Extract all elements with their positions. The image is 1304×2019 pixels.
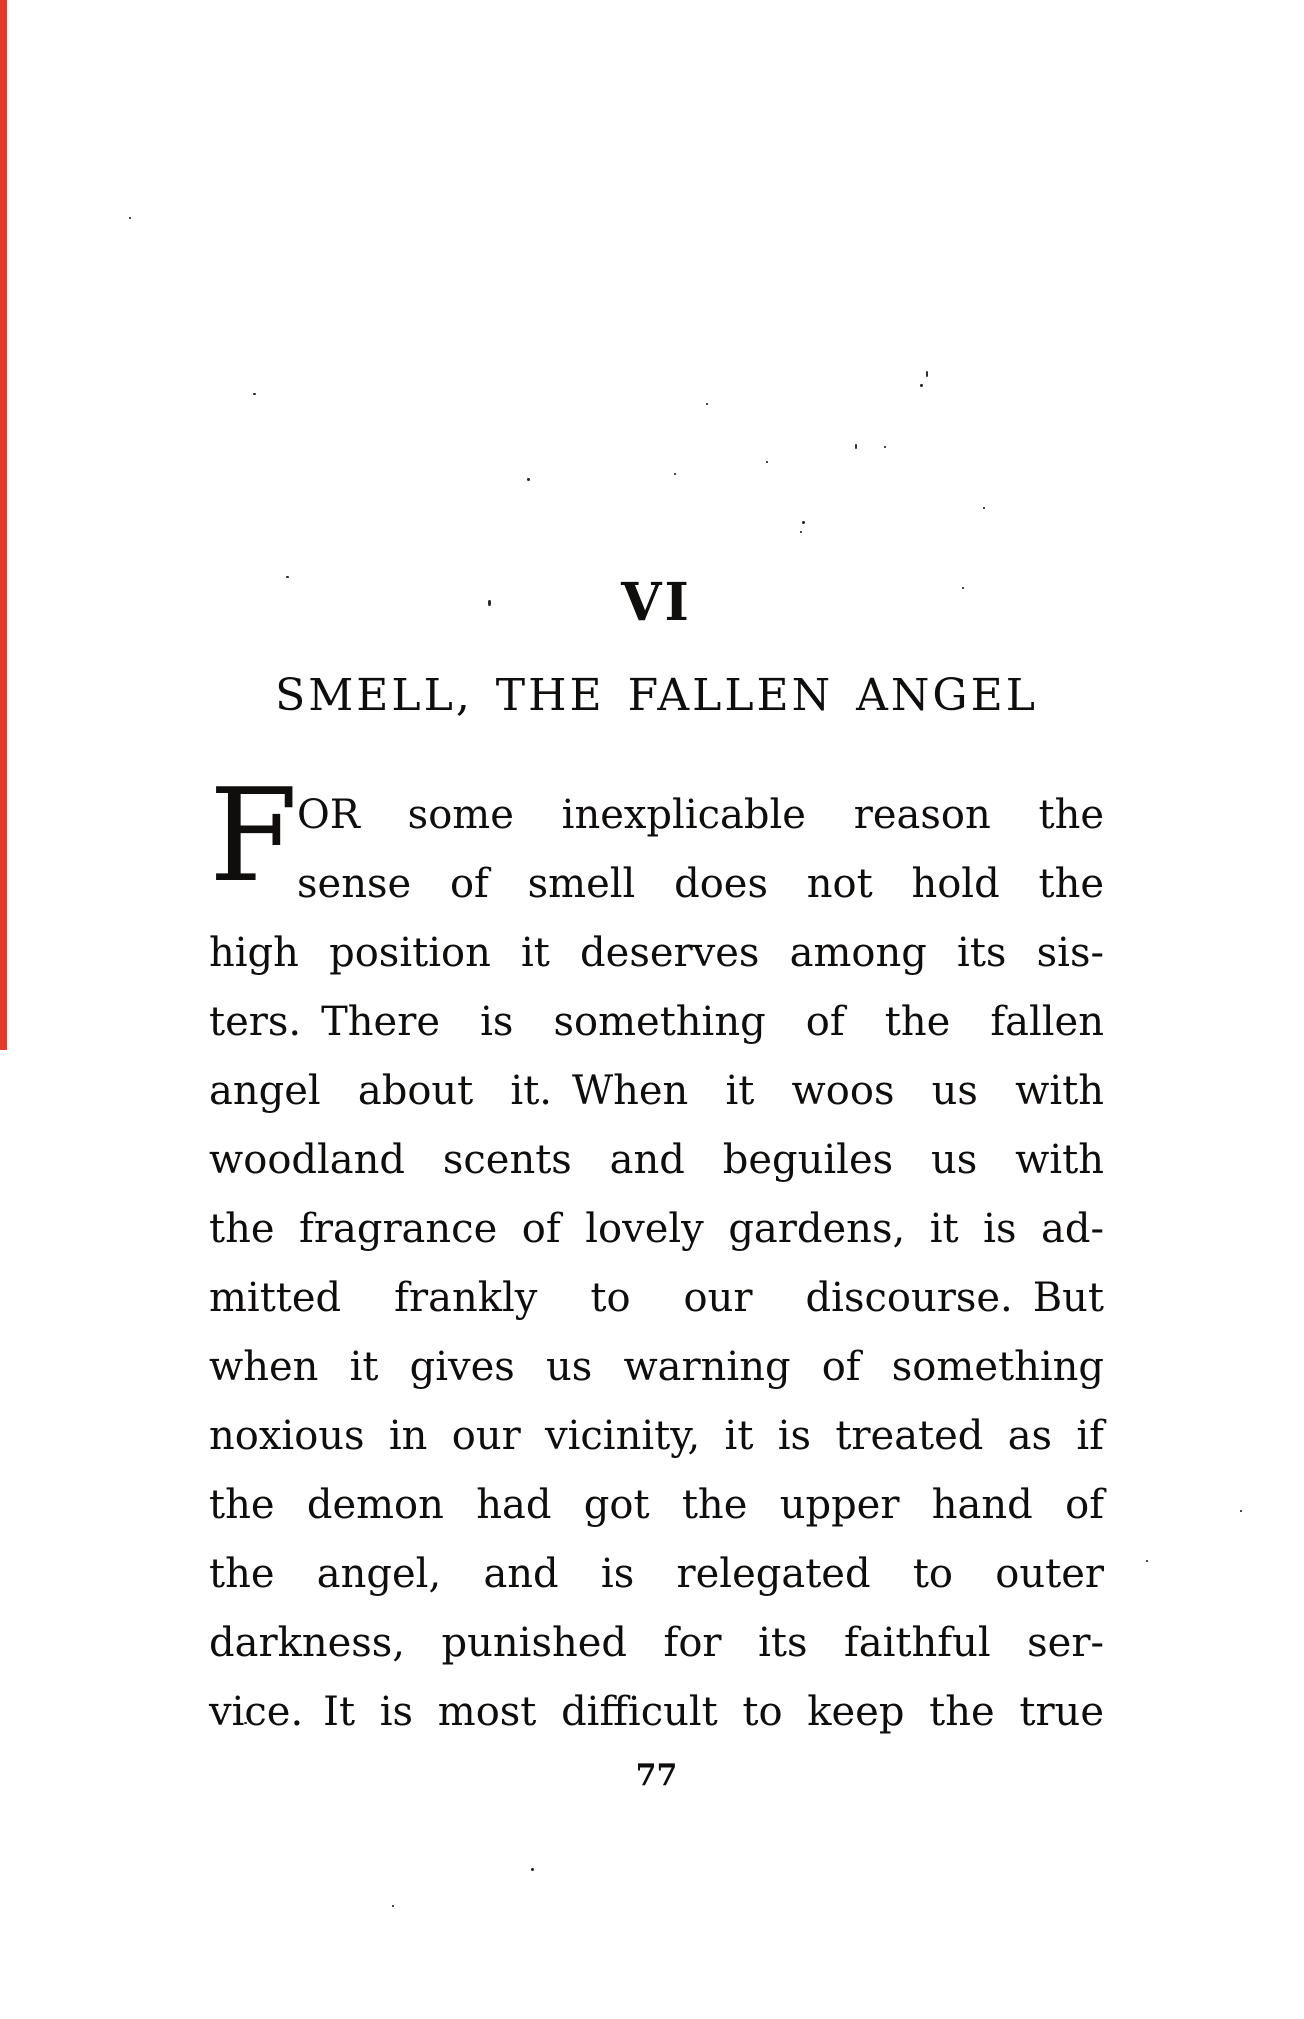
body-text (209, 762, 1104, 1747)
scan-speck (800, 531, 802, 533)
scan-edge-artifact (0, 0, 7, 1050)
scan-speck (129, 217, 131, 219)
body-line-1: OR some inexplicable reason the (297, 792, 1104, 838)
scan-speck (527, 478, 530, 481)
scan-speck (802, 521, 805, 524)
scan-speck (253, 393, 256, 395)
scan-speck (884, 446, 886, 448)
body-line-10: noxious in our vicinity, it is treated as if (209, 1413, 1104, 1459)
chapter-number: VI (621, 572, 692, 633)
body-line-6: woodland scents and beguiles us with (209, 1137, 1104, 1183)
scan-speck (1240, 1510, 1242, 1512)
body-line-14: vice. It is most difficult to keep the true (209, 1689, 1104, 1735)
body-line-8: mitted frankly to our discourse. But (209, 1275, 1104, 1321)
scan-speck (983, 507, 985, 509)
body-line-9: when it gives us warning of something (209, 1344, 1104, 1390)
body-line-4: ters. There is something of the fallen (209, 999, 1104, 1045)
body-line-13: darkness, punished for its faithful ser- (209, 1620, 1104, 1666)
body-line-12: the angel, and is relegated to outer (209, 1551, 1104, 1597)
body-line-2: sense of smell does not hold the (297, 861, 1104, 907)
body-line-3: high position it deserves among its sis- (209, 930, 1104, 976)
body-line-11: the demon had got the upper hand of (209, 1482, 1104, 1528)
scan-speck (531, 1868, 534, 1871)
page-number: 77 (635, 1758, 678, 1793)
body-line-7: the fragrance of lovely gardens, it is ad- (209, 1206, 1104, 1252)
scan-speck (920, 384, 923, 387)
scan-speck (766, 461, 768, 463)
scan-speck (706, 403, 708, 405)
scan-speck (392, 1905, 394, 1907)
scan-speck (926, 371, 928, 377)
body-line-5: angel about it. When it woos us with (209, 1068, 1104, 1114)
scan-speck (855, 444, 857, 449)
drop-cap: F (209, 762, 298, 911)
scan-speck (674, 473, 676, 475)
scan-speck (1146, 1560, 1148, 1562)
chapter-title: SMELL, THE FALLEN ANGEL (275, 670, 1038, 721)
